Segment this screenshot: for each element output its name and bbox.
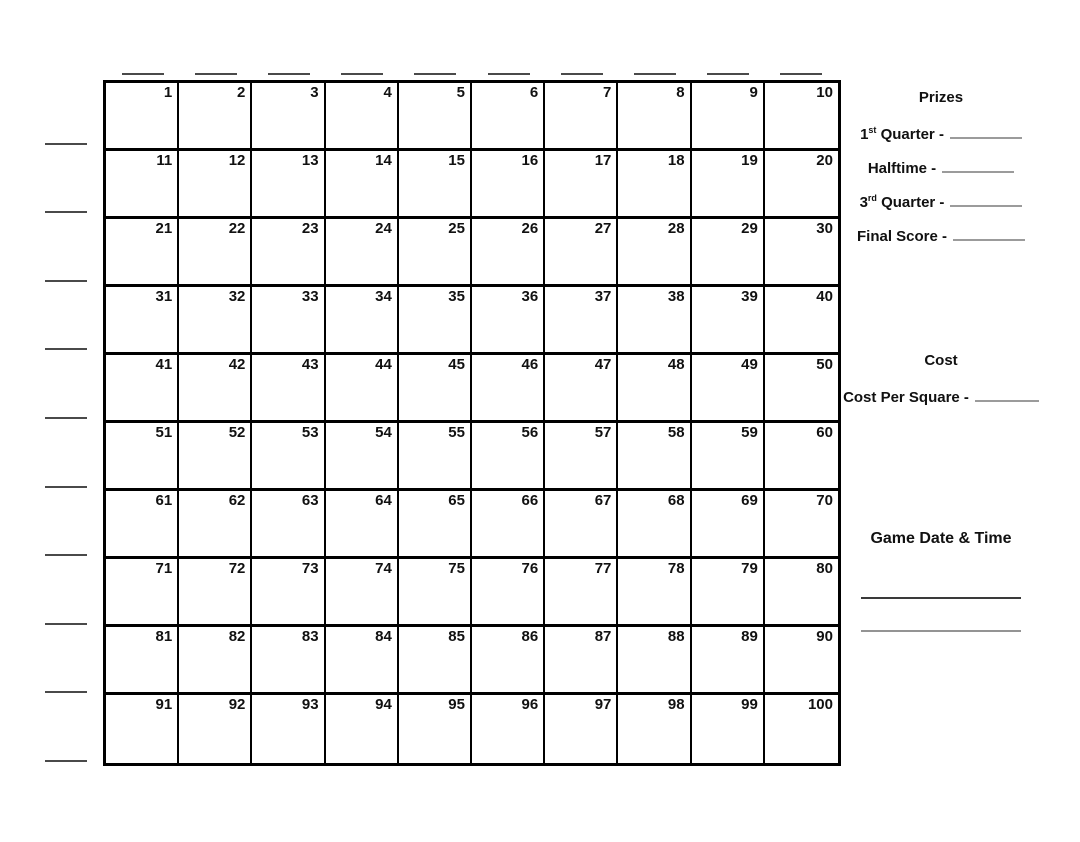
cell-number: 35 — [448, 288, 465, 305]
grid-cell — [545, 219, 618, 287]
cell-number: 75 — [448, 560, 465, 577]
cell-number: 39 — [741, 288, 758, 305]
column-blank-line — [707, 73, 749, 75]
cell-number: 46 — [521, 356, 539, 373]
cell-number: 30 — [816, 220, 833, 237]
cell-number: 31 — [155, 288, 173, 305]
grid-cell — [106, 627, 179, 695]
grid-cell — [326, 491, 399, 559]
grid-cell — [326, 695, 399, 763]
grid-cell — [692, 559, 765, 627]
cell-number: 7 — [603, 84, 612, 101]
grid-cell — [399, 151, 472, 219]
cell-number: 28 — [667, 220, 685, 237]
grid-cell — [106, 151, 179, 219]
prize-halftime-label: Halftime - — [867, 160, 937, 177]
row-blank-line — [45, 554, 87, 556]
game-datetime-blank-line — [861, 597, 1021, 599]
grid-cell — [179, 491, 252, 559]
cell-number: 11 — [156, 152, 173, 169]
grid-cell — [692, 83, 765, 151]
cell-number: 9 — [749, 84, 758, 101]
cell-number: 64 — [375, 492, 392, 509]
grid-cell — [252, 83, 325, 151]
cell-number: 42 — [228, 356, 246, 373]
cell-number: 79 — [741, 560, 758, 577]
grid-cell — [179, 219, 252, 287]
cell-number: 90 — [816, 628, 833, 645]
cell-number: 100 — [807, 696, 833, 713]
grid-cell — [545, 355, 618, 423]
grid-cell — [765, 559, 838, 627]
cell-number: 2 — [237, 84, 246, 101]
grid-cell — [326, 83, 399, 151]
grid-cell — [399, 355, 472, 423]
grid-cell — [618, 491, 691, 559]
grid-cell — [692, 695, 765, 763]
grid-cell — [545, 627, 618, 695]
cell-number: 98 — [667, 696, 685, 713]
prize-final-score-blank — [953, 225, 1025, 241]
grid-cell — [399, 559, 472, 627]
cell-number: 89 — [741, 628, 758, 645]
grid-cell — [179, 83, 252, 151]
grid-cell — [399, 423, 472, 491]
cell-number: 13 — [301, 152, 319, 169]
cost-title: Cost — [924, 352, 958, 369]
row-blank-line — [45, 211, 87, 213]
cell-number: 21 — [155, 220, 173, 237]
grid-cell — [106, 83, 179, 151]
grid-cell — [179, 287, 252, 355]
game-datetime-blank-line — [861, 630, 1021, 632]
grid-cell — [399, 219, 472, 287]
row-blank-line — [45, 417, 87, 419]
cost-per-square — [841, 386, 1041, 408]
squares-grid — [103, 80, 841, 766]
grid-cell — [399, 287, 472, 355]
cell-number: 8 — [676, 84, 685, 101]
cell-number: 16 — [521, 152, 539, 169]
cell-number: 37 — [594, 288, 612, 305]
cell-number: 86 — [521, 628, 539, 645]
cell-number: 20 — [816, 152, 833, 169]
grid-cell — [252, 355, 325, 423]
cell-number: 50 — [816, 356, 833, 373]
cell-number: 84 — [375, 628, 392, 645]
grid-cell — [179, 559, 252, 627]
prize-first-quarter-blank — [950, 123, 1022, 139]
grid-cell — [106, 695, 179, 763]
cell-number: 60 — [816, 424, 833, 441]
cell-number: 23 — [301, 220, 319, 237]
grid-cell — [179, 355, 252, 423]
grid-cell — [326, 219, 399, 287]
row-blank-line — [45, 623, 87, 625]
grid-cell — [252, 287, 325, 355]
cell-number: 36 — [521, 288, 539, 305]
grid-cell — [692, 423, 765, 491]
prize-halftime-blank — [942, 157, 1014, 173]
cell-number: 95 — [448, 696, 465, 713]
cell-number: 68 — [667, 492, 685, 509]
cell-number: 91 — [155, 696, 173, 713]
cost-per-square-label: Cost Per Square - — [843, 389, 969, 406]
sidebar — [841, 0, 1041, 842]
prize-first-quarter — [841, 123, 1041, 145]
grid-cell — [765, 151, 838, 219]
cell-number: 74 — [375, 560, 392, 577]
grid-cell — [618, 423, 691, 491]
cell-number: 41 — [155, 356, 173, 373]
grid-cell — [252, 627, 325, 695]
cell-number: 22 — [228, 220, 246, 237]
grid-cell — [106, 491, 179, 559]
grid-cell — [545, 151, 618, 219]
grid-cell — [326, 423, 399, 491]
cell-number: 69 — [741, 492, 758, 509]
grid-cell — [106, 355, 179, 423]
grid-cell — [472, 83, 545, 151]
grid-cell — [692, 627, 765, 695]
grid-cell — [692, 219, 765, 287]
grid-cell — [545, 423, 618, 491]
cell-number: 25 — [448, 220, 465, 237]
cell-number: 76 — [521, 560, 539, 577]
grid-cell — [618, 627, 691, 695]
cell-number: 4 — [383, 84, 392, 101]
grid-cell — [179, 151, 252, 219]
cell-number: 80 — [816, 560, 833, 577]
grid-cell — [545, 559, 618, 627]
grid-cell — [399, 695, 472, 763]
cell-number: 51 — [155, 424, 173, 441]
cell-number: 45 — [448, 356, 465, 373]
cell-number: 24 — [375, 220, 392, 237]
cell-number: 63 — [301, 492, 319, 509]
column-blank-line — [122, 73, 164, 75]
grid-cell — [252, 219, 325, 287]
cell-number: 93 — [301, 696, 319, 713]
cell-number: 55 — [448, 424, 465, 441]
cell-number: 18 — [667, 152, 685, 169]
cell-number: 59 — [741, 424, 758, 441]
game-datetime-title: Game Date & Time — [870, 530, 1012, 547]
column-blank-line — [341, 73, 383, 75]
cell-number: 27 — [594, 220, 612, 237]
row-blank-line — [45, 143, 87, 145]
cell-number: 6 — [529, 84, 539, 101]
cell-number: 43 — [301, 356, 319, 373]
column-blank-line — [195, 73, 237, 75]
cell-number: 32 — [228, 288, 246, 305]
cell-number: 15 — [448, 152, 465, 169]
grid-cell — [326, 559, 399, 627]
cell-number: 53 — [301, 424, 319, 441]
grid-cell — [765, 287, 838, 355]
cell-number: 1 — [163, 84, 173, 101]
cell-number: 71 — [155, 560, 173, 577]
grid-cell — [618, 219, 691, 287]
grid-cell — [618, 287, 691, 355]
grid-cell — [545, 695, 618, 763]
row-blank-line — [45, 691, 87, 693]
grid-cell — [618, 695, 691, 763]
grid-cell — [472, 559, 545, 627]
cell-number: 61 — [155, 492, 173, 509]
cell-number: 92 — [228, 696, 246, 713]
grid-cell — [472, 287, 545, 355]
cell-number: 54 — [375, 424, 392, 441]
grid-cell — [472, 219, 545, 287]
grid-cell — [472, 627, 545, 695]
grid-cell — [692, 355, 765, 423]
column-blank-line — [561, 73, 603, 75]
grid-cell — [252, 695, 325, 763]
cell-number: 44 — [375, 356, 392, 373]
cell-number: 99 — [741, 696, 758, 713]
prize-first-quarter-label: 1st Quarter - — [860, 125, 944, 143]
row-blank-line — [45, 348, 87, 350]
cell-number: 94 — [375, 696, 392, 713]
cell-number: 57 — [594, 424, 612, 441]
grid-cell — [618, 355, 691, 423]
cell-number: 81 — [155, 628, 173, 645]
prize-third-quarter-blank — [950, 191, 1022, 207]
cell-number: 58 — [667, 424, 685, 441]
prize-third-quarter — [841, 191, 1041, 213]
cell-number: 3 — [310, 84, 319, 101]
grid-cell — [106, 287, 179, 355]
grid-cell — [618, 83, 691, 151]
grid-cell — [106, 219, 179, 287]
cell-number: 26 — [521, 220, 539, 237]
prize-final-score — [841, 225, 1041, 247]
grid-cell — [765, 219, 838, 287]
grid-cell — [326, 355, 399, 423]
cell-number: 40 — [816, 288, 833, 305]
cell-number: 96 — [521, 696, 539, 713]
grid-cell — [765, 491, 838, 559]
grid-cell — [252, 491, 325, 559]
cell-number: 66 — [521, 492, 539, 509]
grid-cell — [618, 151, 691, 219]
cell-number: 62 — [228, 492, 246, 509]
grid-cell — [765, 355, 838, 423]
grid-cell — [179, 695, 252, 763]
row-blank-line — [45, 760, 87, 762]
grid-cell — [252, 423, 325, 491]
cell-number: 47 — [594, 356, 612, 373]
cell-number: 49 — [741, 356, 758, 373]
cell-number: 88 — [667, 628, 685, 645]
cell-number: 87 — [594, 628, 612, 645]
grid-cell — [106, 559, 179, 627]
cell-number: 29 — [741, 220, 758, 237]
cell-number: 48 — [667, 356, 685, 373]
grid-cell — [765, 627, 838, 695]
row-blank-line — [45, 486, 87, 488]
prize-final-score-label: Final Score - — [856, 228, 948, 245]
cell-number: 52 — [228, 424, 246, 441]
grid-cell — [399, 627, 472, 695]
prize-third-quarter-label: 3rd Quarter - — [859, 193, 945, 211]
cell-number: 12 — [228, 152, 246, 169]
cell-number: 14 — [375, 152, 392, 169]
cell-number: 85 — [448, 628, 465, 645]
grid-cell — [252, 559, 325, 627]
cell-number: 67 — [594, 492, 612, 509]
grid-cell — [618, 559, 691, 627]
grid-cell — [545, 287, 618, 355]
cell-number: 83 — [301, 628, 319, 645]
cell-number: 33 — [301, 288, 319, 305]
grid-cell — [692, 491, 765, 559]
grid-cell — [472, 151, 545, 219]
cell-number: 77 — [594, 560, 612, 577]
grid-cell — [472, 491, 545, 559]
grid-cell — [692, 151, 765, 219]
prizes-title: Prizes — [918, 89, 964, 106]
grid-cell — [545, 491, 618, 559]
grid-cell — [472, 695, 545, 763]
cell-number: 65 — [448, 492, 465, 509]
column-blank-line — [414, 73, 456, 75]
grid-cell — [399, 83, 472, 151]
grid-cell — [692, 287, 765, 355]
grid-cell — [326, 287, 399, 355]
grid-cell — [326, 627, 399, 695]
cell-number: 56 — [521, 424, 539, 441]
grid-cell — [472, 355, 545, 423]
cell-number: 38 — [667, 288, 685, 305]
grid-cell — [179, 423, 252, 491]
row-blank-line — [45, 280, 87, 282]
ordinal-suffix: st — [868, 125, 877, 135]
grid-cell — [399, 491, 472, 559]
column-blank-line — [634, 73, 676, 75]
cell-number: 17 — [594, 152, 612, 169]
column-blank-line — [488, 73, 530, 75]
cell-number: 97 — [594, 696, 612, 713]
cell-number: 10 — [816, 84, 833, 101]
cell-number: 82 — [228, 628, 246, 645]
cell-number: 34 — [375, 288, 392, 305]
cell-number: 78 — [667, 560, 685, 577]
grid-cell — [765, 423, 838, 491]
grid-cell — [179, 627, 252, 695]
column-blank-line — [780, 73, 822, 75]
cell-number: 19 — [741, 152, 758, 169]
grid-cell — [765, 695, 838, 763]
grid-cell — [472, 423, 545, 491]
grid-cell — [326, 151, 399, 219]
grid-cell — [106, 423, 179, 491]
cell-number: 5 — [456, 84, 465, 101]
cost-per-square-blank — [975, 386, 1039, 402]
grid-cell — [545, 83, 618, 151]
ordinal-suffix: rd — [867, 193, 877, 203]
grid-cell — [252, 151, 325, 219]
grid-cell — [765, 83, 838, 151]
cell-number: 70 — [816, 492, 833, 509]
column-blank-line — [268, 73, 310, 75]
prize-halftime — [841, 157, 1041, 179]
cell-number: 72 — [228, 560, 246, 577]
cell-number: 73 — [301, 560, 319, 577]
